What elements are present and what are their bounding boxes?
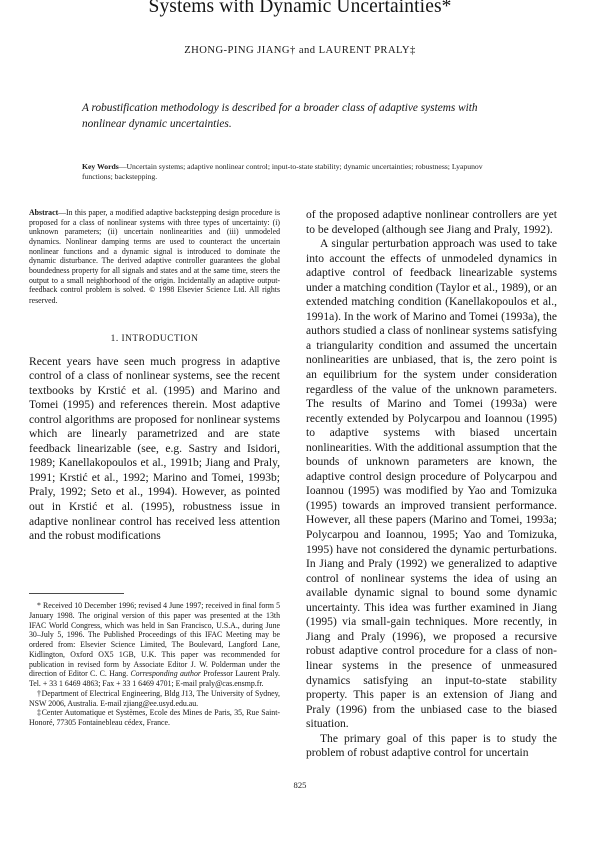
paragraph: The primary goal of this paper is to study the problem of robust adaptive control for uncertain: [306, 732, 557, 760]
copyright-text: 1998 Elsevier Science Ltd. All rights reserved.: [29, 285, 280, 305]
copyright-icon: ©: [148, 286, 156, 295]
page-title: Systems with Dynamic Uncertainties*: [148, 0, 452, 17]
footnote-contact-text: Professor Laurent Praly. Tel. + 33 1 6469 4863; Fax + 33 1 6469 4701; E-mail praly@cas.ensmp.fr.: [29, 669, 280, 688]
footnotes-block: [29, 601, 280, 728]
abstract-block: [29, 208, 280, 306]
footnote-affiliation-2-text: Center Automatique et Systèmes, Ecole des Mines de Paris, 35, Rue Saint-Honoré, 77305 Fontainebleau cédex, France.: [29, 708, 280, 727]
abstract-label: Abstract: [29, 208, 59, 217]
footnote-corresponding-author-label: Corresponding author: [130, 669, 201, 679]
footnote-received-text: * Received 10 December 1996; revised 4 June 1997; received in final form 5 January 1998. The original version of this paper was presented at the 13th IFAC World Congress, which was held in San Francisco, U.S.A., during June 30–July 5, 1996. The Published Proceedings of this IFAC Meeting may be ordered from: Elsevier Science Limited, The Boulevard, Langford Lane, Kidlington, Oxford OX5 1GB, U.K. This paper was recommended for publication in revised form by Associate Editor J. W. Polderman under the direction of Editor C. C. Hang.: [29, 601, 280, 679]
footnote-affiliation-1: [29, 689, 280, 709]
masthead: [28, 0, 572, 56]
double-dagger-marker-icon: ‡: [37, 708, 42, 718]
footnote-received: [29, 601, 280, 689]
paragraph: of the proposed adaptive nonlinear controllers are yet to be developed (although see Jiang and Praly, 1992).: [306, 209, 557, 236]
dagger-marker-icon: †: [37, 688, 42, 698]
footnote-affiliation-2: [29, 708, 280, 728]
author-line: ZHONG-PING JIANG† and LAURENT PRALY‡: [184, 45, 416, 56]
paragraph: A singular perturbation approach was used to take into account the effects of unmodeled dynamics in adaptive control of feedback linearizable systems under a matching condition (Taylor et al., 1989), or an extended matching condition (Kanellakopoulos et al., 1991a). In the work of Marino and Tomei (1993a), the authors studied a class of nonlinear systems satisfying a triangularity condition and assumed the uncertain nonlinearities are unbiased, that is, the zero point is an equilibrium for the system under consideration regardless of the value of the unknown parameters. The results of Marino and Tomei (1993a) were recently extended by Polycarpou and Ioannou (1995) to adaptive systems with biased uncertain nonlinearities. With the additional assumption that the bounds of unknown parameters are known, the adaptive control design procedure of Polycarpou and Ioannou (1995) was modified by Yao and Tomizuka (1995) towards an improved transient performance. However, all these papers (Marino and Tomei, 1993a; Polycarpou and Ioannou, 1995; Yao and Tomizuka, 1995) have not considered the dynamic perturbations. In Jiang and Praly (1992) we generalized to adaptive control of nonlinear systems the idea of using an available dynamic signal to bound some dynamic uncertainty. This idea was further examined in Jiang (1995) via small-gain techniques. More recently, in Jiang and Praly (1996), we proposed a recursive robust adaptive control procedure for a class of non-linear systems in the presence of unmeasured dynamics satisfying an input-to-state stability property. This paper is an extension of Jiang and Praly (1996) from the unbiased case to the biased situation.: [306, 238, 557, 731]
keywords-block: [82, 162, 512, 183]
section-heading-introduction: 1. INTRODUCTION: [110, 333, 199, 344]
right-column: [306, 208, 557, 761]
paragraph: Recent years have seen much progress in adaptive control of a class of nonlinear systems, see the recent textbooks by Krstić et al. (1995) and Marino and Tomei (1995) and references therein. Most adaptive control algorithms are proposed for nonlinear systems which are linearly parametrized and are state feedback linearizable (see, e.g. Sastry and Isidori, 1989; Kanellakopoulos et al., 1991b; Jiang and Praly, 1991; Krstić et al., 1992; Marino and Tomei, 1993b; Praly, 1992; Seto et al., 1994). However, as pointed out in Krstić et al. (1995), robustness issue in adaptive nonlinear control has received less attention and the robust modifications: [29, 355, 280, 543]
page-number: 825: [293, 780, 307, 790]
keywords-label: Key Words: [82, 162, 119, 171]
footnote-separator-rule: [29, 593, 124, 594]
abstract-text: —In this paper, a modified adaptive backstepping design procedure is proposed for a class of nonlinear systems with three types of uncertainty: (i) unknown parameters; (ii) uncertain nonlinearities and (iii) unmodeled dynamics. Nonlinear damping terms are used to counteract the uncertain nonlinear functions and a dynamic signal is introduced to dominate the dynamic disturbance. The derived adaptive controller guarantees the global boundedness property for all signals and states and at the same time, steers the output to a small neighborhood of the origin. Incidentally an adaptive output-feedback control problem is solved.: [29, 208, 280, 295]
left-column: [29, 208, 280, 544]
keywords-text: —Uncertain systems; adaptive nonlinear control; input-to-state stability; dynamic uncertainties; robustness; Lyapunov functions; backstepping.: [82, 162, 483, 182]
summary-abstract: A robustification methodology is described for a broader class of adaptive systems with nonlinear dynamic uncertainties.: [82, 102, 478, 130]
footnote-affiliation-1-text: Department of Electrical Engineering, Bldg J13, The University of Sydney, NSW 2006, Australia. E-mail zjiang@ee.usyd.edu.au.: [29, 688, 281, 708]
